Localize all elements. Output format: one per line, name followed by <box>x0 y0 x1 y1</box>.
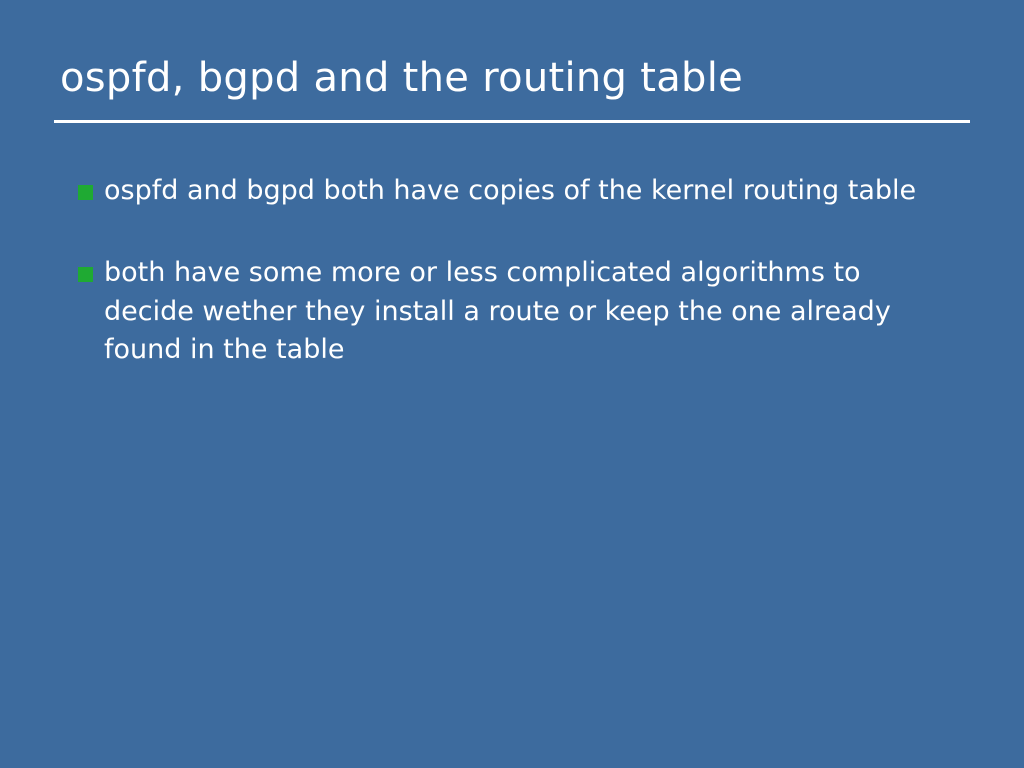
list-item <box>78 254 958 369</box>
list-item <box>78 172 958 210</box>
bullet-list <box>78 172 958 413</box>
list-item-label: both have some more or less complicated algorithms to decide wether they install a route or keep the one already found in the table <box>104 257 891 365</box>
list-item-label: ospfd and bgpd both have copies of the kernel routing table <box>104 175 917 206</box>
green-square-bullet-icon <box>78 267 93 282</box>
green-square-bullet-icon <box>78 185 93 200</box>
title-divider <box>54 120 970 123</box>
page-title: ospfd, bgpd and the routing table <box>60 55 744 101</box>
